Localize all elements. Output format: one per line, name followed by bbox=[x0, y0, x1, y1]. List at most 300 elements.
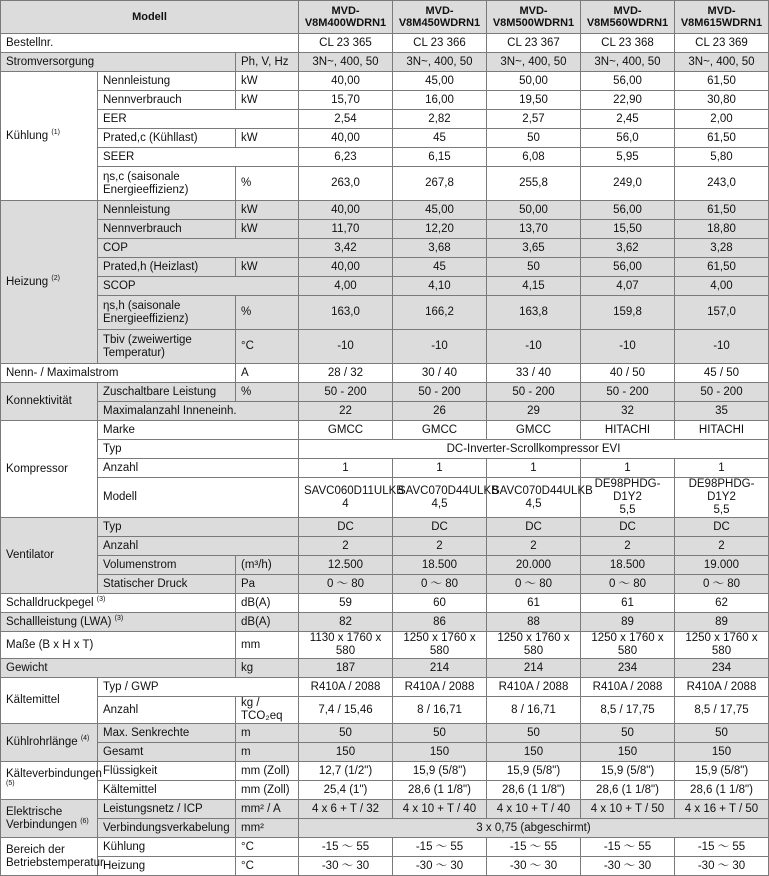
value-cell: 243,0 bbox=[675, 167, 769, 201]
value-cell: -30 ～ 30 bbox=[581, 857, 675, 876]
row-group-label: Maße (B x H x T) bbox=[1, 632, 236, 659]
spec-body bbox=[1, 34, 769, 876]
value-cell: 0 ～ 80 bbox=[675, 575, 769, 594]
value-cell: 56,00 bbox=[581, 201, 675, 220]
row-unit: % bbox=[236, 383, 299, 402]
value-cell: 33 / 40 bbox=[487, 364, 581, 383]
value-cell: 40,00 bbox=[299, 201, 393, 220]
value-cell: 45 bbox=[393, 258, 487, 277]
value-cell: 166,2 bbox=[393, 296, 487, 330]
value-cell: CL 23 367 bbox=[487, 34, 581, 53]
value-cell: 28,6 (1 1/8") bbox=[487, 781, 581, 800]
value-cell: GMCC bbox=[393, 421, 487, 440]
table-row bbox=[1, 34, 769, 53]
row-label: Maximalanzahl Inneneinh. bbox=[98, 402, 299, 421]
value-cell: 62 bbox=[675, 594, 769, 613]
value-cell: 50,00 bbox=[487, 201, 581, 220]
model-header: MVD- V8M560WDRN1 bbox=[581, 1, 675, 34]
value-cell: 50,00 bbox=[487, 72, 581, 91]
value-cell: 263,0 bbox=[299, 167, 393, 201]
table-title: Modell bbox=[1, 1, 299, 34]
row-label: Marke bbox=[98, 421, 299, 440]
value-cell: 20.000 bbox=[487, 556, 581, 575]
value-cell: DC bbox=[675, 518, 769, 537]
value-cell: 214 bbox=[487, 659, 581, 678]
value-cell: 50 bbox=[299, 724, 393, 743]
value-cell: 1250 x 1760 x 580 bbox=[581, 632, 675, 659]
table-row bbox=[1, 537, 769, 556]
value-cell: 1130 x 1760 x 580 bbox=[299, 632, 393, 659]
value-cell: DE98PHDG-D1Y2 5,5 bbox=[581, 478, 675, 518]
value-cell: DC bbox=[581, 518, 675, 537]
value-cell: 6,15 bbox=[393, 148, 487, 167]
value-cell: -15 ～ 55 bbox=[675, 838, 769, 857]
row-label: Kältemittel bbox=[98, 781, 236, 800]
value-cell: 30,80 bbox=[675, 91, 769, 110]
value-cell: GMCC bbox=[299, 421, 393, 440]
value-cell: -15 ～ 55 bbox=[393, 838, 487, 857]
value-cell: 22,90 bbox=[581, 91, 675, 110]
row-group-label: Heizung $^{(2)}$ bbox=[1, 201, 98, 364]
value-cell: 1250 x 1760 x 580 bbox=[393, 632, 487, 659]
value-cell: 8 / 16,71 bbox=[487, 697, 581, 724]
value-cell: 60 bbox=[393, 594, 487, 613]
value-cell: DC bbox=[487, 518, 581, 537]
row-group-label: Nenn- / Maximalstrom bbox=[1, 364, 236, 383]
value-cell: 50 - 200 bbox=[393, 383, 487, 402]
value-cell: 8,5 / 17,75 bbox=[581, 697, 675, 724]
value-cell: 3N~, 400, 50 bbox=[487, 53, 581, 72]
value-cell: -30 ～ 30 bbox=[487, 857, 581, 876]
row-label: Anzahl bbox=[98, 697, 236, 724]
table-row bbox=[1, 239, 769, 258]
value-cell: 50 bbox=[487, 129, 581, 148]
value-cell: 56,00 bbox=[581, 258, 675, 277]
footnote-marker: (2) bbox=[51, 274, 60, 282]
row-label: Nennverbrauch bbox=[98, 91, 236, 110]
value-cell: -15 ～ 55 bbox=[581, 838, 675, 857]
row-group-label: Kühlung $^{(1)}$ bbox=[1, 72, 98, 201]
row-unit: °C bbox=[236, 330, 299, 364]
value-cell: 1250 x 1760 x 580 bbox=[487, 632, 581, 659]
row-group-label: Gewicht bbox=[1, 659, 236, 678]
value-cell: 61 bbox=[581, 594, 675, 613]
value-cell: DC bbox=[393, 518, 487, 537]
value-cell: 234 bbox=[675, 659, 769, 678]
value-cell: 16,00 bbox=[393, 91, 487, 110]
value-cell: CL 23 366 bbox=[393, 34, 487, 53]
value-cell: 3,42 bbox=[299, 239, 393, 258]
model-header: MVD- V8M615WDRN1 bbox=[675, 1, 769, 34]
row-unit: °C bbox=[236, 857, 299, 876]
row-unit: mm (Zoll) bbox=[236, 781, 299, 800]
value-cell: R410A / 2088 bbox=[487, 678, 581, 697]
value-cell: 61,50 bbox=[675, 258, 769, 277]
value-cell: 50 bbox=[581, 724, 675, 743]
row-unit: mm (Zoll) bbox=[236, 762, 299, 781]
value-cell: DE98PHDG-D1Y2 5,5 bbox=[675, 478, 769, 518]
value-cell: 0 ～ 80 bbox=[581, 575, 675, 594]
model-header: MVD- V8M450WDRN1 bbox=[393, 1, 487, 34]
table-row bbox=[1, 129, 769, 148]
value-cell: 8,5 / 17,75 bbox=[675, 697, 769, 724]
table-row bbox=[1, 697, 769, 724]
value-cell: 8 / 16,71 bbox=[393, 697, 487, 724]
value-cell: -10 bbox=[581, 330, 675, 364]
value-cell: 12,7 (1/2") bbox=[299, 762, 393, 781]
row-unit: kW bbox=[236, 72, 299, 91]
value-cell: 214 bbox=[393, 659, 487, 678]
value-cell: 267,8 bbox=[393, 167, 487, 201]
row-group-label: Stromversorgung bbox=[1, 53, 236, 72]
row-label: COP bbox=[98, 239, 299, 258]
value-cell: 89 bbox=[675, 613, 769, 632]
value-cell: 86 bbox=[393, 613, 487, 632]
row-label: Typ / GWP bbox=[98, 678, 299, 697]
value-cell: R410A / 2088 bbox=[393, 678, 487, 697]
row-group-label: Bereich der Betriebstemperatur bbox=[1, 838, 98, 876]
row-unit: dB(A) bbox=[236, 594, 299, 613]
value-cell: 1250 x 1760 x 580 bbox=[675, 632, 769, 659]
row-label: SCOP bbox=[98, 277, 299, 296]
value-cell: 3 x 0,75 (abgeschirmt) bbox=[299, 819, 769, 838]
value-cell: 2 bbox=[675, 537, 769, 556]
row-unit: °C bbox=[236, 838, 299, 857]
value-cell: 163,8 bbox=[487, 296, 581, 330]
table-row bbox=[1, 762, 769, 781]
value-cell: 3N~, 400, 50 bbox=[393, 53, 487, 72]
value-cell: 15,70 bbox=[299, 91, 393, 110]
table-row bbox=[1, 421, 769, 440]
value-cell: 28,6 (1 1/8") bbox=[581, 781, 675, 800]
row-label: Nennleistung bbox=[98, 72, 236, 91]
table-row bbox=[1, 383, 769, 402]
value-cell: 3N~, 400, 50 bbox=[675, 53, 769, 72]
row-label: EER bbox=[98, 110, 299, 129]
table-row bbox=[1, 440, 769, 459]
value-cell: 2 bbox=[299, 537, 393, 556]
table-row bbox=[1, 575, 769, 594]
value-cell: 12,20 bbox=[393, 220, 487, 239]
row-group-label: Kältemittel bbox=[1, 678, 98, 724]
value-cell: 2 bbox=[393, 537, 487, 556]
value-cell: 4 x 10 + T / 40 bbox=[393, 800, 487, 819]
row-label: Flüssigkeit bbox=[98, 762, 236, 781]
table-row bbox=[1, 518, 769, 537]
row-label: Nennleistung bbox=[98, 201, 236, 220]
value-cell: -30 ～ 30 bbox=[675, 857, 769, 876]
value-cell: 4,10 bbox=[393, 277, 487, 296]
value-cell: 4,15 bbox=[487, 277, 581, 296]
value-cell: 50 bbox=[675, 724, 769, 743]
row-group-label: Kompressor bbox=[1, 421, 98, 518]
value-cell: 3N~, 400, 50 bbox=[581, 53, 675, 72]
value-cell: 56,0 bbox=[581, 129, 675, 148]
value-cell: DC-Inverter-Scrollkompressor EVI bbox=[299, 440, 769, 459]
value-cell: 0 ～ 80 bbox=[393, 575, 487, 594]
value-cell: 13,70 bbox=[487, 220, 581, 239]
value-cell: 3,62 bbox=[581, 239, 675, 258]
row-label: ηs,h (saisonale Energieeffizienz) bbox=[98, 296, 236, 330]
row-unit: Pa bbox=[236, 575, 299, 594]
value-cell: -15 ～ 55 bbox=[299, 838, 393, 857]
value-cell: 1 bbox=[581, 459, 675, 478]
table-row bbox=[1, 613, 769, 632]
value-cell: -10 bbox=[675, 330, 769, 364]
row-label: Kühlung bbox=[98, 838, 236, 857]
value-cell: 45,00 bbox=[393, 72, 487, 91]
row-label: Tbiv (zweiwertige Temperatur) bbox=[98, 330, 236, 364]
row-label: Anzahl bbox=[98, 459, 299, 478]
value-cell: 1 bbox=[487, 459, 581, 478]
value-cell: -15 ～ 55 bbox=[487, 838, 581, 857]
row-unit: A bbox=[236, 364, 299, 383]
value-cell: 2 bbox=[487, 537, 581, 556]
value-cell: R410A / 2088 bbox=[675, 678, 769, 697]
value-cell: R410A / 2088 bbox=[581, 678, 675, 697]
row-unit: mm² / A bbox=[236, 800, 299, 819]
row-label: Verbindungsverkabelung bbox=[98, 819, 236, 838]
table-row bbox=[1, 678, 769, 697]
table-row bbox=[1, 857, 769, 876]
value-cell: 26 bbox=[393, 402, 487, 421]
value-cell: 25,4 (1") bbox=[299, 781, 393, 800]
value-cell: DC bbox=[299, 518, 393, 537]
row-label: Heizung bbox=[98, 857, 236, 876]
table-row bbox=[1, 330, 769, 364]
row-label: Typ bbox=[98, 518, 299, 537]
footnote-marker: (3) bbox=[96, 595, 106, 603]
table-row bbox=[1, 296, 769, 330]
row-label: Prated,h (Heizlast) bbox=[98, 258, 236, 277]
row-group-label: Schalldruckpegel $^{(3)}$ bbox=[1, 594, 236, 613]
value-cell: 18,80 bbox=[675, 220, 769, 239]
table-row bbox=[1, 91, 769, 110]
row-group-label: Konnektivität bbox=[1, 383, 98, 421]
value-cell: 5,80 bbox=[675, 148, 769, 167]
header-row bbox=[1, 1, 769, 34]
value-cell: 159,8 bbox=[581, 296, 675, 330]
row-group-label: Kälteverbindungen $^{(5)}$ bbox=[1, 762, 98, 800]
row-unit: mm bbox=[236, 632, 299, 659]
table-row bbox=[1, 800, 769, 819]
value-cell: 15,9 (5/8") bbox=[487, 762, 581, 781]
value-cell: 12.500 bbox=[299, 556, 393, 575]
value-cell: 22 bbox=[299, 402, 393, 421]
value-cell: 4 x 10 + T / 50 bbox=[581, 800, 675, 819]
value-cell: 6,08 bbox=[487, 148, 581, 167]
value-cell: CL 23 369 bbox=[675, 34, 769, 53]
value-cell: 61,50 bbox=[675, 201, 769, 220]
table-row bbox=[1, 258, 769, 277]
value-cell: 7,4 / 15,46 bbox=[299, 697, 393, 724]
value-cell: 56,00 bbox=[581, 72, 675, 91]
value-cell: 4 x 16 + T / 50 bbox=[675, 800, 769, 819]
value-cell: 61,50 bbox=[675, 129, 769, 148]
value-cell: 157,0 bbox=[675, 296, 769, 330]
value-cell: 2,54 bbox=[299, 110, 393, 129]
table-row bbox=[1, 167, 769, 201]
table-row bbox=[1, 201, 769, 220]
row-group-label: Bestellnr. bbox=[1, 34, 299, 53]
value-cell: 19,50 bbox=[487, 91, 581, 110]
row-label: Leistungsnetz / ICP bbox=[98, 800, 236, 819]
value-cell: 50 - 200 bbox=[487, 383, 581, 402]
table-row bbox=[1, 632, 769, 659]
value-cell: 88 bbox=[487, 613, 581, 632]
value-cell: 3,68 bbox=[393, 239, 487, 258]
table-row bbox=[1, 478, 769, 518]
value-cell: 28,6 (1 1/8") bbox=[675, 781, 769, 800]
value-cell: 19.000 bbox=[675, 556, 769, 575]
value-cell: 50 bbox=[487, 258, 581, 277]
row-unit: dB(A) bbox=[236, 613, 299, 632]
value-cell: 163,0 bbox=[299, 296, 393, 330]
value-cell: 50 - 200 bbox=[675, 383, 769, 402]
value-cell: 32 bbox=[581, 402, 675, 421]
value-cell: 59 bbox=[299, 594, 393, 613]
value-cell: 50 - 200 bbox=[299, 383, 393, 402]
model-header: MVD- V8M400WDRN1 bbox=[299, 1, 393, 34]
row-unit: kW bbox=[236, 91, 299, 110]
value-cell: 40,00 bbox=[299, 72, 393, 91]
table-row bbox=[1, 148, 769, 167]
value-cell: 255,8 bbox=[487, 167, 581, 201]
row-unit: kW bbox=[236, 201, 299, 220]
value-cell: 4 x 6 + T / 32 bbox=[299, 800, 393, 819]
value-cell: 150 bbox=[581, 743, 675, 762]
table-row bbox=[1, 220, 769, 239]
value-cell: SAVC060D11ULKB 4 bbox=[299, 478, 393, 518]
value-cell: 4,00 bbox=[675, 277, 769, 296]
value-cell: 15,50 bbox=[581, 220, 675, 239]
value-cell: -10 bbox=[299, 330, 393, 364]
value-cell: CL 23 365 bbox=[299, 34, 393, 53]
row-group-label: Schallleistung (LWA) $^{(3)}$ bbox=[1, 613, 236, 632]
value-cell: GMCC bbox=[487, 421, 581, 440]
value-cell: 35 bbox=[675, 402, 769, 421]
value-cell: 18.500 bbox=[581, 556, 675, 575]
row-label: Max. Senkrechte bbox=[98, 724, 236, 743]
footnote-marker: (3) bbox=[114, 614, 124, 622]
value-cell: 45,00 bbox=[393, 201, 487, 220]
value-cell: 30 / 40 bbox=[393, 364, 487, 383]
value-cell: 45 / 50 bbox=[675, 364, 769, 383]
row-unit: kW bbox=[236, 220, 299, 239]
value-cell: 6,23 bbox=[299, 148, 393, 167]
value-cell: 150 bbox=[675, 743, 769, 762]
table-row bbox=[1, 72, 769, 91]
row-label: Gesamt bbox=[98, 743, 236, 762]
value-cell: 40 / 50 bbox=[581, 364, 675, 383]
value-cell: 150 bbox=[299, 743, 393, 762]
row-unit: m bbox=[236, 743, 299, 762]
value-cell: 61 bbox=[487, 594, 581, 613]
value-cell: 1 bbox=[675, 459, 769, 478]
value-cell: -30 ～ 30 bbox=[299, 857, 393, 876]
table-row bbox=[1, 110, 769, 129]
value-cell: 2,82 bbox=[393, 110, 487, 129]
value-cell: 3,65 bbox=[487, 239, 581, 258]
row-label: Statischer Druck bbox=[98, 575, 236, 594]
value-cell: 29 bbox=[487, 402, 581, 421]
table-row bbox=[1, 364, 769, 383]
value-cell: 187 bbox=[299, 659, 393, 678]
row-unit: mm² bbox=[236, 819, 299, 838]
value-cell: 2,57 bbox=[487, 110, 581, 129]
row-unit: % bbox=[236, 296, 299, 330]
footnote-marker: (6) bbox=[80, 817, 89, 825]
value-cell: 150 bbox=[393, 743, 487, 762]
table-row bbox=[1, 838, 769, 857]
row-unit: kg / TCO₂eq bbox=[236, 697, 299, 724]
table-row bbox=[1, 277, 769, 296]
row-group-label: Kühlrohrlänge $^{(4)}$ bbox=[1, 724, 98, 762]
value-cell: 5,95 bbox=[581, 148, 675, 167]
row-label: Prated,c (Kühllast) bbox=[98, 129, 236, 148]
value-cell: 4 x 10 + T / 40 bbox=[487, 800, 581, 819]
row-label: Typ bbox=[98, 440, 299, 459]
table-row bbox=[1, 556, 769, 575]
value-cell: 45 bbox=[393, 129, 487, 148]
row-group-label: Ventilator bbox=[1, 518, 98, 594]
row-label: Volumenstrom bbox=[98, 556, 236, 575]
value-cell: 2 bbox=[581, 537, 675, 556]
value-cell: 4,00 bbox=[299, 277, 393, 296]
value-cell: SAVC070D44ULKB 4,5 bbox=[393, 478, 487, 518]
row-unit: kW bbox=[236, 129, 299, 148]
row-unit: Ph, V, Hz bbox=[236, 53, 299, 72]
value-cell: 40,00 bbox=[299, 129, 393, 148]
value-cell: 11,70 bbox=[299, 220, 393, 239]
value-cell: 28 / 32 bbox=[299, 364, 393, 383]
value-cell: -30 ～ 30 bbox=[393, 857, 487, 876]
row-label: Nennverbrauch bbox=[98, 220, 236, 239]
value-cell: 2,00 bbox=[675, 110, 769, 129]
footnote-marker: (1) bbox=[51, 128, 60, 136]
value-cell: 40,00 bbox=[299, 258, 393, 277]
value-cell: 0 ～ 80 bbox=[299, 575, 393, 594]
value-cell: 150 bbox=[487, 743, 581, 762]
value-cell: -10 bbox=[487, 330, 581, 364]
footnote-marker: (5) bbox=[6, 779, 15, 787]
value-cell: 82 bbox=[299, 613, 393, 632]
value-cell: 50 bbox=[487, 724, 581, 743]
value-cell: -10 bbox=[393, 330, 487, 364]
row-unit: kW bbox=[236, 258, 299, 277]
value-cell: 15,9 (5/8") bbox=[581, 762, 675, 781]
value-cell: 50 bbox=[393, 724, 487, 743]
value-cell: 15,9 (5/8") bbox=[393, 762, 487, 781]
model-header: MVD- V8M500WDRN1 bbox=[487, 1, 581, 34]
row-label: ηs,c (saisonale Energieeffizienz) bbox=[98, 167, 236, 201]
value-cell: 61,50 bbox=[675, 72, 769, 91]
value-cell: 50 - 200 bbox=[581, 383, 675, 402]
row-unit: % bbox=[236, 167, 299, 201]
value-cell: 28,6 (1 1/8") bbox=[393, 781, 487, 800]
value-cell: 1 bbox=[393, 459, 487, 478]
row-label: Modell bbox=[98, 478, 299, 518]
value-cell: CL 23 368 bbox=[581, 34, 675, 53]
value-cell: 234 bbox=[581, 659, 675, 678]
value-cell: 249,0 bbox=[581, 167, 675, 201]
value-cell: 0 ～ 80 bbox=[487, 575, 581, 594]
value-cell: HITACHI bbox=[675, 421, 769, 440]
table-row bbox=[1, 53, 769, 72]
value-cell: 89 bbox=[581, 613, 675, 632]
row-label: SEER bbox=[98, 148, 299, 167]
table-row bbox=[1, 594, 769, 613]
